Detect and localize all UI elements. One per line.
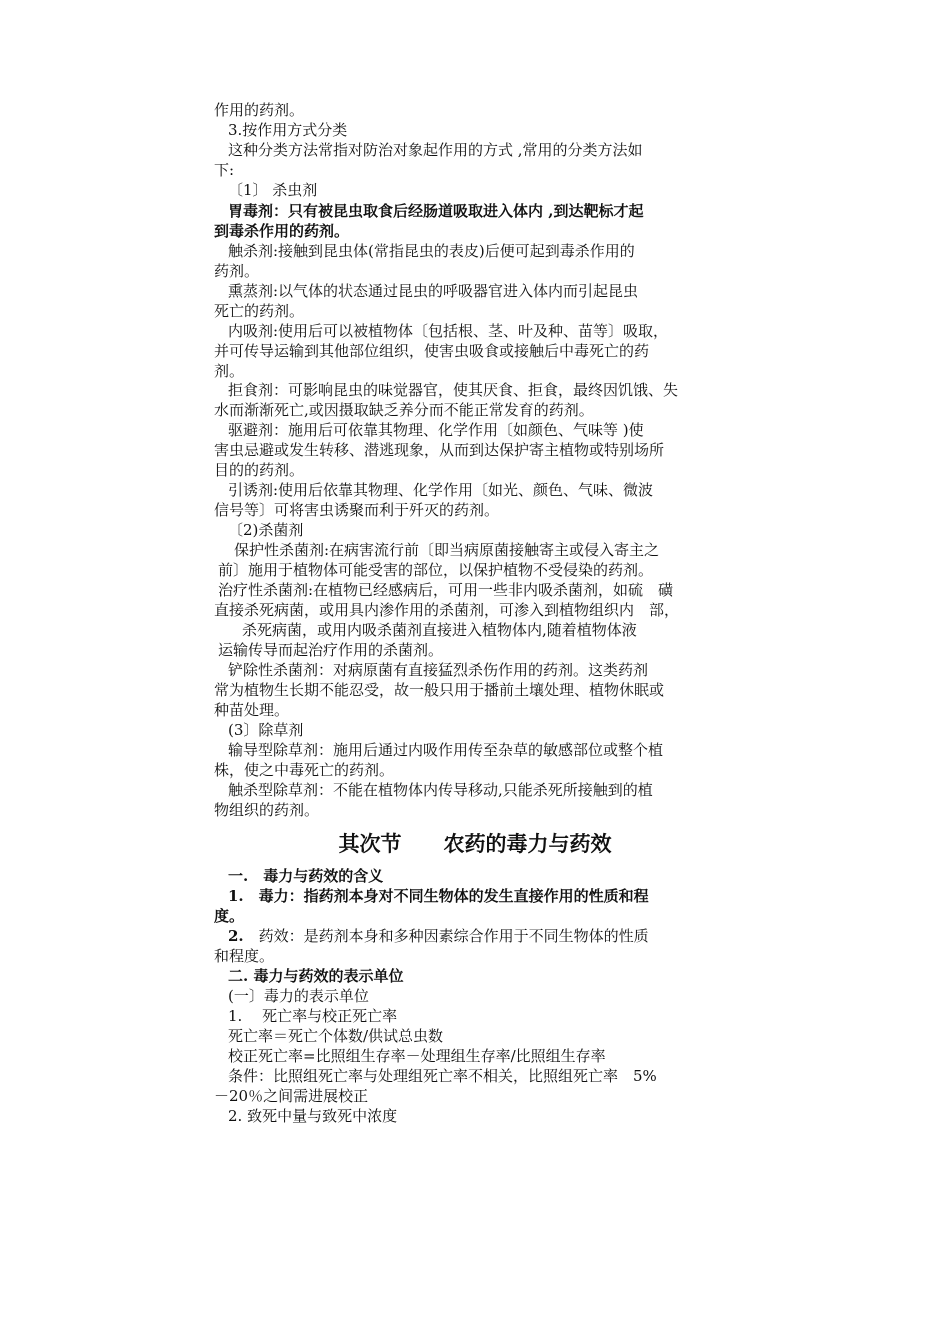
definition-antifeedant: 拒食剂：可影响昆虫的味觉器官，使其厌食、拒食，最终因饥饿、失 (228, 381, 679, 399)
definition-curative-fungicide: 治疗性杀菌剂:在植物已经感病后，可用一些非内吸杀菌剂，如硫 磺 (218, 581, 674, 599)
text-line: 目的的药剂。 (214, 461, 305, 479)
text-line: 剂。 (214, 362, 245, 380)
text-line: 死亡的药剂。 (214, 302, 305, 320)
text-line: －20％之间需进展校正 (214, 1087, 369, 1105)
definition-toxicity-cont: 度。 (214, 907, 245, 925)
text-line: 并可传导运输到其他部位组织，使害虫吸食或接触后中毒死亡的药 (214, 342, 650, 360)
text-line: 前〕施用于植物体可能受害的部位，以保护植物不受侵染的药剂。 (218, 561, 654, 579)
text-line: 信号等〕可将害虫诱聚而利于歼灭的药剂。 (214, 501, 500, 519)
subheading-by-action-mode: 3.按作用方式分类 (228, 121, 348, 139)
definition-contact-insecticide: 触杀剂:接触到昆虫体(常指昆虫的表皮)后便可起到毒杀作用的 (228, 242, 635, 260)
subheading-insecticide: 〔1〕 杀虫剂 (228, 181, 318, 199)
definition-contact-herbicide: 触杀型除草剂：不能在植物体内传导移动,只能杀死所接触到的植 (228, 781, 653, 799)
text-line: 作用的药剂。 (214, 101, 305, 119)
item-mortality: 1. 死亡率与校正死亡率 (228, 1007, 398, 1025)
definition-fumigant: 熏蒸剂:以气体的状态通过昆虫的呼吸器官进入体内而引起昆虫 (228, 282, 639, 300)
definition-stomach-poison: 胃毒剂：只有被昆虫取食后经肠道吸取进入体内 ,到达靶标才起 (228, 202, 644, 220)
text-line: 物组织的药剂。 (214, 801, 320, 819)
list-number: 2. (228, 927, 244, 945)
definition-repellent: 驱避剂：施用后可依靠其物理、化学作用〔如颜色、气味等 )使 (228, 421, 644, 439)
text-line: 运输传导而起治疗作用的杀菌剂。 (218, 641, 444, 659)
text-line: 直接杀死病菌，或用具内渗作用的杀菌剂，可渗入到植物组织内 部， (214, 601, 680, 619)
heading-meaning: 一. 毒力与药效的含义 (228, 867, 384, 885)
text-line: 药剂。 (214, 262, 260, 280)
text-line: 下: (214, 161, 235, 179)
text-line: 害虫忌避或发生转移、潜逃现象，从而到达保护寄主植物或特别场所 (214, 441, 665, 459)
text-line: 种苗处理。 (214, 701, 290, 719)
formula-corrected-mortality: 校正死亡率=比照组生存率－处理组生存率/比照组生存率 (228, 1047, 606, 1065)
definition-efficacy-text: 药效：是药剂本身和多种因素综合作用于不同生物体的性质 (243, 927, 649, 945)
text-line: 常为植物生长期不能忍受，故一般只用于播前土壤处理、植物休眠或 (214, 681, 665, 699)
definition-efficacy (228, 926, 649, 946)
subheading-toxicity-units: (一〕毒力的表示单位 (228, 987, 369, 1005)
text-line: 这种分类方法常指对防治对象起作用的方式 ,常用的分类方法如 (228, 141, 643, 159)
subheading-herbicide: (3〕除草剂 (228, 721, 304, 739)
definition-attractant: 引诱剂:使用后依靠其物理、化学作用〔如光、颜色、气味、微波 (228, 481, 654, 499)
heading-units: 二. 毒力与药效的表示单位 (228, 967, 404, 985)
definition-protective-fungicide: 保护性杀菌剂:在病害流行前〔即当病原菌接触寄主或侵入寄主之 (234, 541, 660, 559)
subheading-fungicide: 〔2)杀菌剂 (228, 521, 304, 539)
condition-text: 条件：比照组死亡率与处理组死亡率不相关，比照组死亡率 5% (228, 1067, 657, 1085)
text-line: 株，使之中毒死亡的药剂。 (214, 761, 395, 779)
item-median-lethal: 2. 致死中量与致死中浓度 (228, 1107, 398, 1125)
formula-mortality: 死亡率＝死亡个体数/供试总虫数 (228, 1027, 444, 1045)
text-line: 和程度。 (214, 947, 275, 965)
definition-eradicant-fungicide: 铲除性杀菌剂：对病原菌有直接猛烈杀伤作用的药剂。这类药剂 (228, 661, 649, 679)
definition-systemic: 内吸剂:使用后可以被植物体〔包括根、茎、叶及种、苗等〕吸取， (228, 322, 669, 340)
text-line: 杀死病菌，或用内吸杀菌剂直接进入植物体内,随着植物体液 (242, 621, 637, 639)
definition-stomach-poison-cont: 到毒杀作用的药剂。 (214, 222, 350, 240)
definition-toxicity: 1. 毒力：指药剂本身对不同生物体的发生直接作用的性质和程 (228, 887, 649, 905)
definition-translocated-herbicide: 输导型除草剂：施用后通过内吸作用传至杂草的敏感部位或整个植 (228, 741, 664, 759)
section-title: 其次节 农药的毒力与药效 (338, 831, 612, 856)
text-line: 水而渐渐死亡,或因摄取缺乏养分而不能正常发育的药剂。 (214, 401, 594, 419)
